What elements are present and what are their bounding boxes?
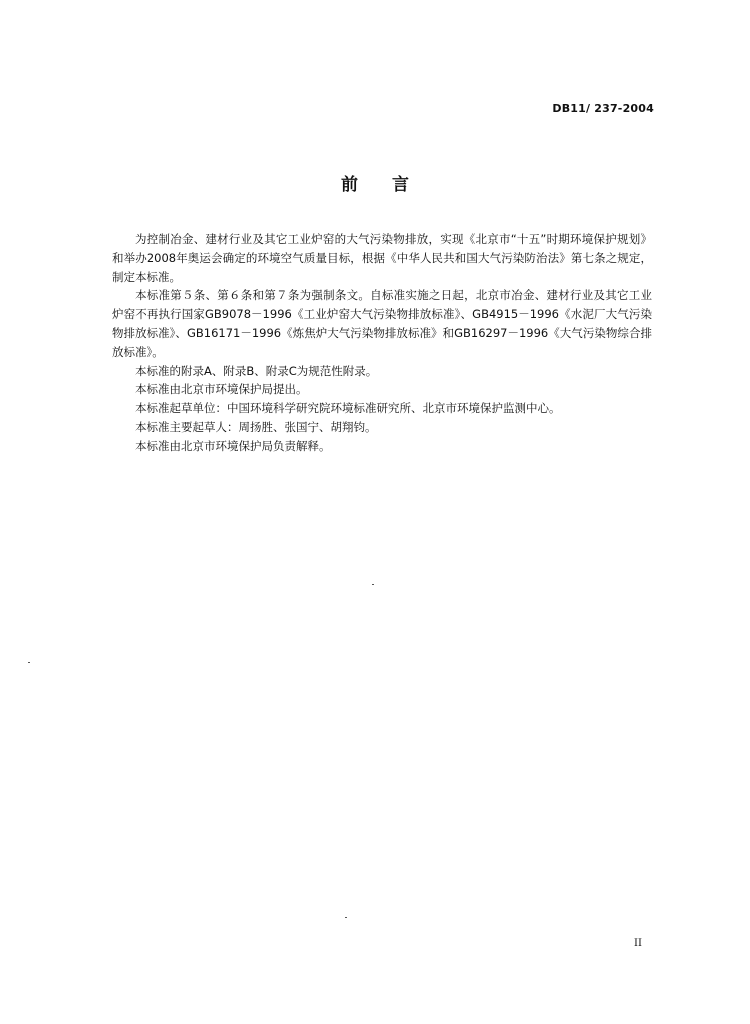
page-title: 前 言 bbox=[341, 175, 423, 195]
foreword-body bbox=[112, 230, 652, 456]
paragraph-interpretation: 本标准由北京市环境保护局负责解释。 bbox=[135, 438, 331, 453]
scan-speck bbox=[28, 662, 30, 663]
paragraph-drafters: 本标准主要起草人：周扬胜、张国宁、胡翔钧。 bbox=[135, 419, 377, 434]
paragraph-purpose: 为控制冶金、建材行业及其它工业炉窑的大气污染物排放，实现《北京市“十五”时期环境保护规划》和举办2008年奥运会确定的环境空气质量目标，根据《中华人民共和国大气污染防治法》第七条之规定，制定本标准。 bbox=[112, 232, 652, 284]
standard-code: DB11/ 237-2004 bbox=[552, 102, 654, 115]
paragraph-appendices: 本标准的附录A、附录B、附录C为规范性附录。 bbox=[135, 363, 378, 378]
scan-speck bbox=[372, 584, 374, 585]
scan-speck bbox=[345, 917, 347, 918]
page-number: II bbox=[634, 938, 642, 949]
paragraph-drafting-units: 本标准起草单位：中国环境科学研究院环境标准研究所、北京市环境保护监测中心。 bbox=[135, 401, 561, 416]
paragraph-proposer: 本标准由北京市环境保护局提出。 bbox=[135, 382, 308, 397]
paragraph-mandatory-clauses: 本标准第５条、第６条和第７条为强制条文。自标准实施之日起，北京市冶金、建材行业及其它工业炉窑不再执行国家GB9078－1996《工业炉窑大气污染物排放标准》、GB4915－1996《水泥厂大气污染物排放标准》、GB16171－1996《炼焦炉大气污染物排放标准》和GB16297－1996《大气污染物综合排放标准》。 bbox=[112, 288, 652, 359]
